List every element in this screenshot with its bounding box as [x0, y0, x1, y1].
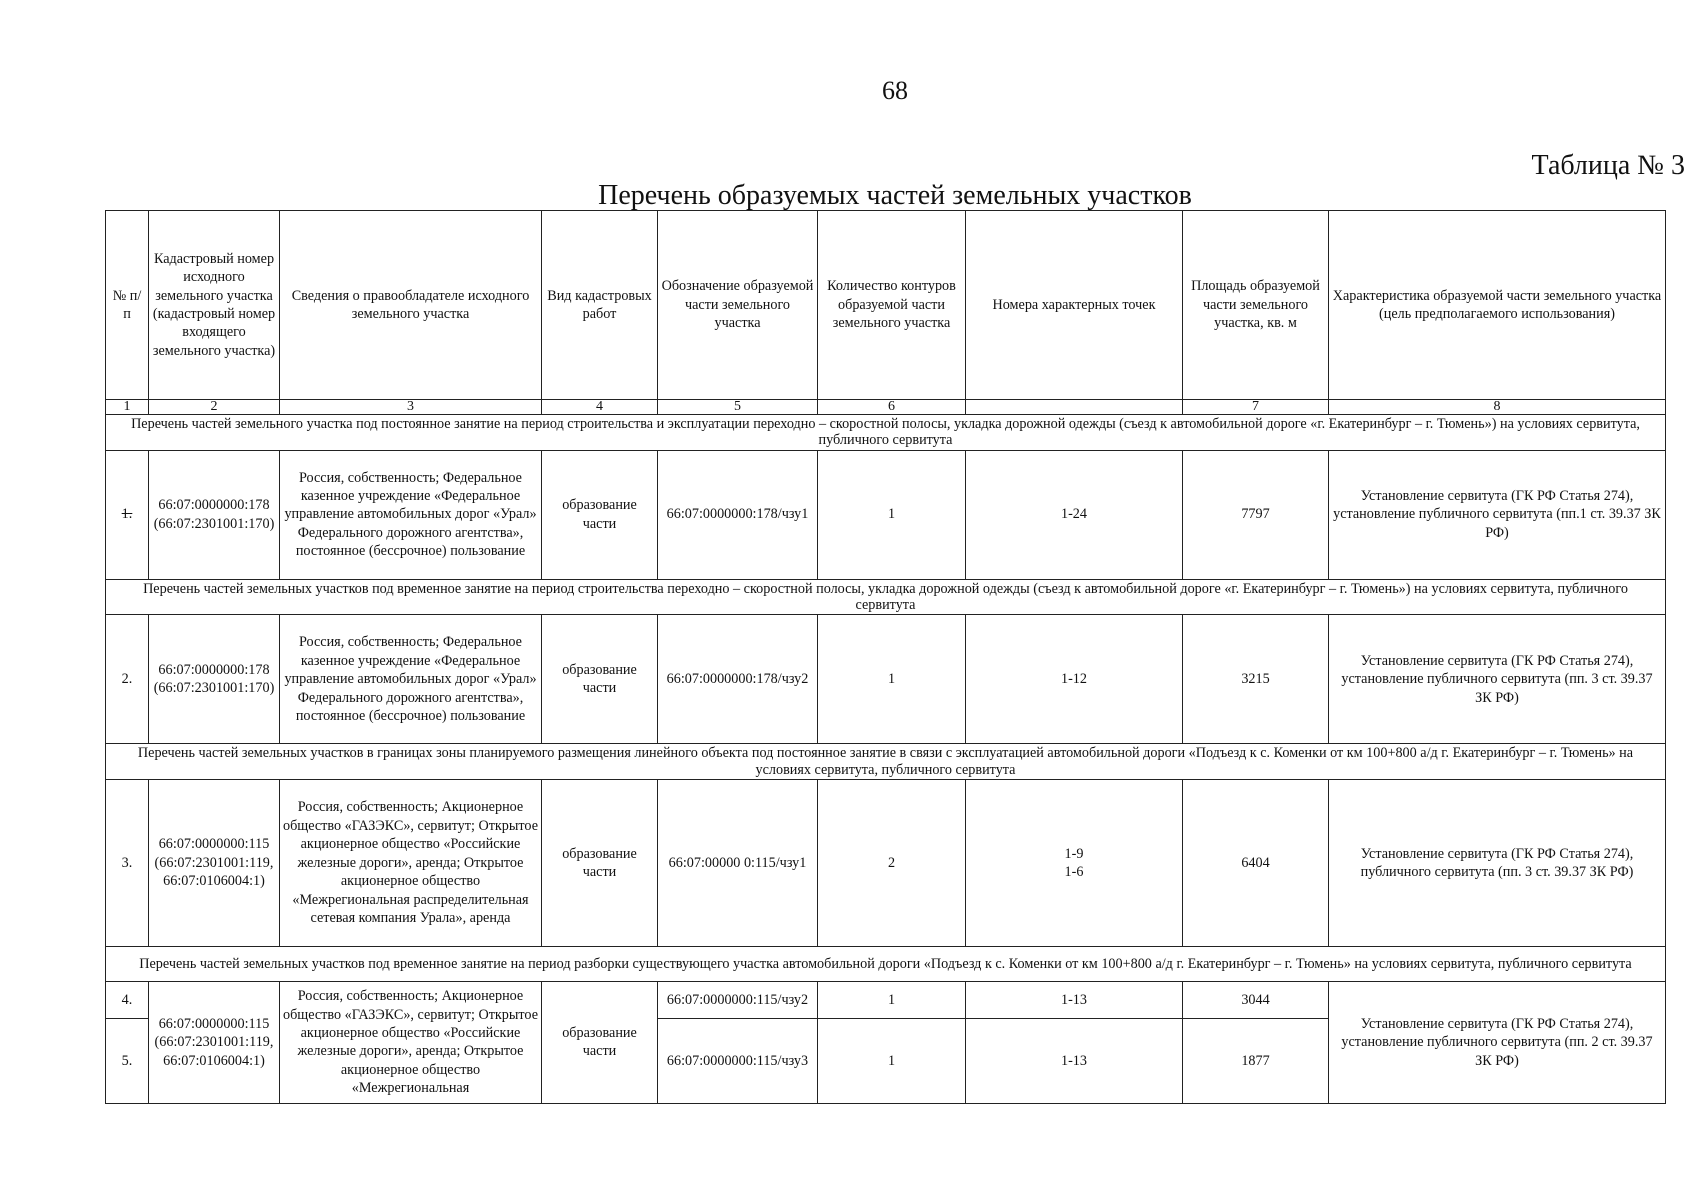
work-type: образование части [542, 779, 658, 946]
header-cadastral: Кадастровый номер исходного земельного участка (кадастровый номер входящего земельного участка) [149, 211, 280, 400]
section-header-row [106, 744, 1666, 780]
section-heading: Перечень частей земельного участка под постоянное занятие на период строительства и эксплуатации переходно – скоростной полосы, укладка дорожной одежды (съезд к автомобильной дороге «г. Екатеринбург – г. Тюмень») на условиях сервитута, публичного сервитута [106, 415, 1666, 451]
part-designation: 66:07:00000 0:115/чзу1 [658, 779, 818, 946]
header-purpose: Характеристика образуемой части земельного участка (цель предполагаемого использования) [1329, 211, 1666, 400]
section-heading: Перечень частей земельных участков в границах зоны планируемого размещения линейного объекта под постоянное занятие в связи с эксплуатацией автомобильной дороги «Подъезд к с. Коменки от км 100+800 а/д г. Екатеринбург – г. Тюмень» на условиях сервитута, публичного сервитута [106, 744, 1666, 780]
page-number: 68 [882, 76, 908, 105]
part-area: 6404 [1183, 779, 1329, 946]
work-type: образование части [542, 981, 658, 1103]
header-num: № п/п [106, 211, 149, 400]
column-number: 7 [1183, 400, 1329, 415]
point-range: 1-9 [1064, 845, 1084, 862]
cadastral-number: 66:07:0000000:178 (66:07:2301001:170) [149, 450, 280, 579]
row-number: 2. [106, 615, 149, 744]
part-area: 3044 [1183, 981, 1329, 1018]
table-row [106, 779, 1666, 946]
column-number: 6 [818, 400, 966, 415]
header-points: Номера характерных точек [966, 211, 1183, 400]
section-heading: Перечень частей земельных участков под временное занятие на период разборки существующего участка автомобильной дороги «Подъезд к с. Коменки от км 100+800 а/д г. Екатеринбург – г. Тюмень» на условиях сервитута, публичного сервитута [106, 946, 1666, 981]
column-number: 5 [658, 400, 818, 415]
point-numbers: 1-24 [966, 450, 1183, 579]
part-designation: 66:07:0000000:115/чзу2 [658, 981, 818, 1018]
column-number: 8 [1329, 400, 1666, 415]
owner-info: Россия, собственность; Федеральное казенное учреждение «Федеральное управление автомобильных дорог «Урал» Федерального дорожного агентства», постоянное (бессрочное) пользование [280, 450, 542, 579]
header-row [106, 211, 1666, 400]
part-area: 1877 [1183, 1018, 1329, 1103]
point-numbers: 1-13 [966, 1018, 1183, 1103]
work-type: образование части [542, 615, 658, 744]
point-range: 1-6 [1064, 863, 1084, 880]
part-purpose: Установление сервитута (ГК РФ Статья 274), публичного сервитута (пп. 3 ст. 39.37 ЗК РФ) [1329, 779, 1666, 946]
part-purpose: Установление сервитута (ГК РФ Статья 274), установление публичного сервитута (пп. 3 ст. 39.37 ЗК РФ) [1329, 615, 1666, 744]
section-header-row [106, 579, 1666, 615]
contour-count: 1 [818, 981, 966, 1018]
contour-count: 1 [818, 615, 966, 744]
cadastral-number: 66:07:0000000:178 (66:07:2301001:170) [149, 615, 280, 744]
row-number: 5. [106, 1018, 149, 1103]
work-type: образование части [542, 450, 658, 579]
part-designation: 66:07:0000000:178/чзу2 [658, 615, 818, 744]
column-number: 2 [149, 400, 280, 415]
section-header-row [106, 946, 1666, 981]
part-area: 3215 [1183, 615, 1329, 744]
section-header-row [106, 415, 1666, 451]
row-number: 4. [106, 981, 149, 1018]
contour-count: 1 [818, 450, 966, 579]
header-designation: Обозначение образуемой части земельного участка [658, 211, 818, 400]
table-label: Таблица № 3 [1531, 150, 1685, 181]
point-numbers: 1-12 [966, 615, 1183, 744]
owner-info: Россия, собственность; Федеральное казенное учреждение «Федеральное управление автомобильных дорог «Урал» Федерального дорожного агентства», постоянное (бессрочное) пользование [280, 615, 542, 744]
column-number: 3 [280, 400, 542, 415]
header-owner: Сведения о правообладателе исходного земельного участка [280, 211, 542, 400]
contour-count: 2 [818, 779, 966, 946]
owner-info: Россия, собственность; Акционерное общество «ГАЗЭКС», сервитут; Открытое акционерное общество «Российские железные дороги», аренда; Открытое акционерное общество «Межрегиональная [280, 981, 542, 1103]
header-work-type: Вид кадастровых работ [542, 211, 658, 400]
owner-info: Россия, собственность; Акционерное общество «ГАЗЭКС», сервитут; Открытое акционерное общество «Российские железные дороги», аренда; Открытое акционерное общество «Межрегиональная распределительная сетевая компания Урала», аренда [280, 779, 542, 946]
point-numbers: 1-13 [966, 981, 1183, 1018]
cadastral-number: 66:07:0000000:115 (66:07:2301001:119, 66:07:0106004:1) [149, 779, 280, 946]
part-purpose: Установление сервитута (ГК РФ Статья 274), установление публичного сервитута (пп.1 ст. 39.37 ЗК РФ) [1329, 450, 1666, 579]
column-number-row [106, 400, 1666, 415]
column-number [966, 400, 1183, 415]
column-number: 1 [106, 400, 149, 415]
section-heading: Перечень частей земельных участков под временное занятие на период строительства переходно – скоростной полосы, укладка дорожной одежды (съезд к автомобильной дороге «г. Екатеринбург – г. Тюмень») на условиях сервитута, публичного сервитута [106, 579, 1666, 615]
header-area: Площадь образуемой части земельного участка, кв. м [1183, 211, 1329, 400]
land-parts-table [105, 210, 1666, 1104]
row-number: 3. [106, 779, 149, 946]
part-purpose: Установление сервитута (ГК РФ Статья 274), установление публичного сервитута (пп. 2 ст. 39.37 ЗК РФ) [1329, 981, 1666, 1103]
part-designation: 66:07:0000000:115/чзу3 [658, 1018, 818, 1103]
row-number [106, 450, 149, 579]
header-contours: Количество контуров образуемой части земельного участка [818, 211, 966, 400]
column-number: 4 [542, 400, 658, 415]
cadastral-number: 66:07:0000000:115 (66:07:2301001:119, 66:07:0106004:1) [149, 981, 280, 1103]
table-row [106, 615, 1666, 744]
table-row [106, 450, 1666, 579]
document-title: Перечень образуемых частей земельных участков [598, 180, 1192, 211]
contour-count: 1 [818, 1018, 966, 1103]
part-area: 7797 [1183, 450, 1329, 579]
row-number-text: 1. [121, 506, 133, 523]
point-numbers [966, 779, 1183, 946]
table-row [106, 981, 1666, 1018]
part-designation: 66:07:0000000:178/чзу1 [658, 450, 818, 579]
